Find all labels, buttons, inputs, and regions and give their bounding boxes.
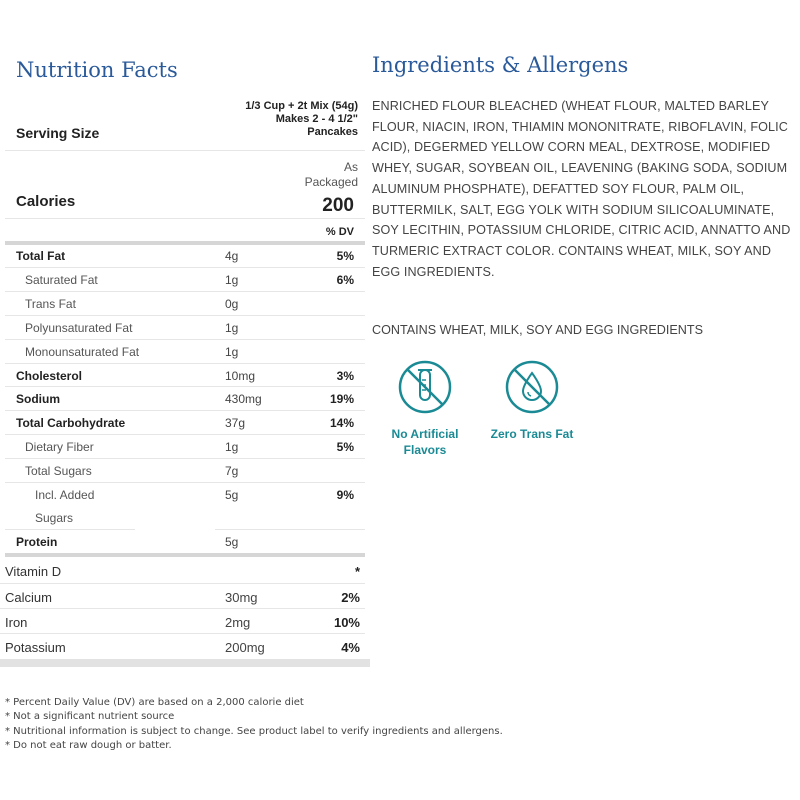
serving-size-value xyxy=(200,100,358,139)
nutrient-amount: 5g xyxy=(225,488,239,502)
divider xyxy=(5,218,365,219)
divider xyxy=(5,410,365,411)
nutrient-name: Incl. Added xyxy=(35,488,95,502)
nutrient-row-total-fat xyxy=(0,244,365,268)
nutrient-amount: 0g xyxy=(225,297,239,311)
nutrient-dv: 5% xyxy=(336,440,354,454)
as-packaged-line: As xyxy=(343,160,358,174)
vitamin-amount: 30mg xyxy=(225,590,258,605)
nutrient-amount: 430mg xyxy=(225,392,262,406)
vitamin-dv: 2% xyxy=(341,590,360,605)
nutrient-name: Monounsaturated Fat xyxy=(25,345,140,359)
vitamin-row-vitamin-d xyxy=(0,558,365,583)
divider xyxy=(0,633,365,634)
nutrient-row-total-sugars xyxy=(0,459,365,483)
serving-size-label: Serving Size xyxy=(16,125,100,141)
nutrient-dv: 9% xyxy=(336,488,354,502)
nutrient-amount: 4g xyxy=(225,249,239,263)
divider xyxy=(5,529,135,530)
vitamin-row-potassium xyxy=(0,634,365,659)
divider xyxy=(5,315,365,316)
badge-label: Zero Trans Fat xyxy=(490,427,574,441)
nutrient-amount: 37g xyxy=(225,416,246,430)
nutrient-name: Sodium xyxy=(16,392,60,406)
nutrient-dv: 6% xyxy=(336,273,354,287)
serving-size-line: 1/3 Cup + 2t Mix (54g) xyxy=(245,100,358,112)
nutrient-name: Total Carbohydrate xyxy=(16,416,126,430)
nutrient-row-monounsaturated-fat xyxy=(0,340,365,364)
serving-size-line: Pancakes xyxy=(307,126,358,138)
nutrient-name: Polyunsaturated Fat xyxy=(25,321,133,335)
nutrient-dv: 14% xyxy=(329,416,354,430)
nutrient-name: Total Fat xyxy=(16,249,66,263)
nutrient-amount: 1g xyxy=(225,273,239,287)
vitamin-name: Potassium xyxy=(5,640,66,655)
nutrient-name: Saturated Fat xyxy=(25,273,98,287)
vitamin-amount: 2mg xyxy=(225,615,251,630)
badge-label-line: No Artificial xyxy=(391,427,459,441)
nutrient-amount: 5g xyxy=(225,535,239,549)
divider xyxy=(5,339,365,340)
no-oil-drop-icon xyxy=(505,360,559,414)
vitamin-dv: * xyxy=(354,564,360,579)
nutrient-row-saturated-fat xyxy=(0,268,365,292)
calories-label: Calories xyxy=(16,193,76,210)
nutrient-row-polyunsaturated-fat xyxy=(0,316,365,340)
nutrient-name: Total Sugars xyxy=(25,464,92,478)
footnote: * Percent Daily Value (DV) are based on a 2,000 calorie diet xyxy=(5,697,304,708)
nutrient-row-added-sugars xyxy=(0,483,365,507)
divider xyxy=(5,458,365,459)
as-packaged-line: Packaged xyxy=(304,175,358,189)
vitamin-amount: 200mg xyxy=(225,640,265,655)
vitamin-dv: 10% xyxy=(333,615,360,630)
zero-trans-fat-badge xyxy=(462,360,602,442)
nutrient-amount: 1g xyxy=(225,345,239,359)
no-test-tube-icon xyxy=(398,360,452,414)
daily-value-header: % DV xyxy=(325,226,354,238)
divider xyxy=(0,583,365,584)
nutrient-name: Protein xyxy=(16,535,58,549)
nutrient-name: Sugars xyxy=(35,511,74,525)
nutrient-dv: 19% xyxy=(329,392,354,406)
nutrient-row-protein xyxy=(0,530,365,554)
footnote: * Do not eat raw dough or batter. xyxy=(5,739,172,751)
nutrient-amount: 10mg xyxy=(225,369,256,383)
nutrient-amount: 1g xyxy=(225,321,239,335)
divider xyxy=(5,291,365,292)
divider xyxy=(5,434,365,435)
nutrient-row-trans-fat xyxy=(0,292,365,316)
divider xyxy=(0,608,365,609)
nutrient-amount: 7g xyxy=(225,464,239,478)
nutrient-row-dietary-fiber xyxy=(0,435,365,459)
vitamin-name: Calcium xyxy=(5,590,52,605)
calories-value: 200 xyxy=(322,195,354,216)
badge-label-line: Flavors xyxy=(403,443,447,457)
allergen-statement: CONTAINS WHEAT, MILK, SOY AND EGG INGREDIENTS xyxy=(372,323,703,337)
nutrient-amount: 1g xyxy=(225,440,239,454)
vitamin-row-calcium xyxy=(0,584,365,609)
divider xyxy=(215,529,365,530)
serving-size-line: Makes 2 - 4 1/2" xyxy=(275,113,358,125)
divider xyxy=(5,363,365,364)
footnotes xyxy=(5,696,503,753)
nutrition-facts-title: Nutrition Facts xyxy=(16,58,178,82)
vitamin-dv: 4% xyxy=(341,640,360,655)
divider xyxy=(5,386,365,387)
footnote: * Not a significant nutrient source xyxy=(5,711,175,723)
ingredients-text: ENRICHED FLOUR BLEACHED (WHEAT FLOUR, MALTED BARLEY FLOUR, NIACIN, IRON, THIAMIN MONONITRATE, RIBOFLAVIN, FOLIC ACID), DEGERMED YELLOW CORN MEAL, DEXTROSE, MODIFIED WHEY, SUGAR, SOYBEAN OIL, LEAVENING (BAKING SODA, SODIUM ALUMINUM PHOSPHATE), DEFATTED SOY FLOUR, PALM OIL, BUTTERMILK, SALT, EGG YOLK WITH SODIUM SILICOALUMINATE, SOY LECITHIN, POTASSIUM CHLORIDE, CITRIC ACID, ANNATTO AND TURMERIC EXTRACT COLOR. CONTAINS WHEAT, MILK, SOY AND EGG INGREDIENTS. xyxy=(372,99,791,279)
nutrient-name: Dietary Fiber xyxy=(25,440,94,454)
vitamin-row-iron xyxy=(0,609,365,634)
nutrient-dv: 5% xyxy=(336,249,354,263)
nutrient-name: Cholesterol xyxy=(16,369,83,383)
footnote: * Nutritional information is subject to change. See product label to verify ingredients and allergens. xyxy=(5,725,503,737)
vitamin-name: Vitamin D xyxy=(5,564,62,579)
vitamin-name: Iron xyxy=(5,615,28,630)
as-packaged-header xyxy=(290,160,358,190)
divider xyxy=(5,482,365,483)
thick-divider xyxy=(5,553,365,557)
nutrient-row-cholesterol xyxy=(0,364,365,388)
nutrient-row-added-sugars-cont xyxy=(0,506,365,530)
ingredients-title: Ingredients & Allergens xyxy=(372,53,629,77)
nutrient-row-sodium xyxy=(0,387,365,411)
nutrient-row-total-carbohydrate xyxy=(0,411,365,435)
divider xyxy=(5,150,365,151)
nutrient-dv: 3% xyxy=(336,369,354,383)
nutrient-name: Trans Fat xyxy=(25,297,76,311)
thick-divider xyxy=(0,659,370,667)
divider xyxy=(5,267,365,268)
